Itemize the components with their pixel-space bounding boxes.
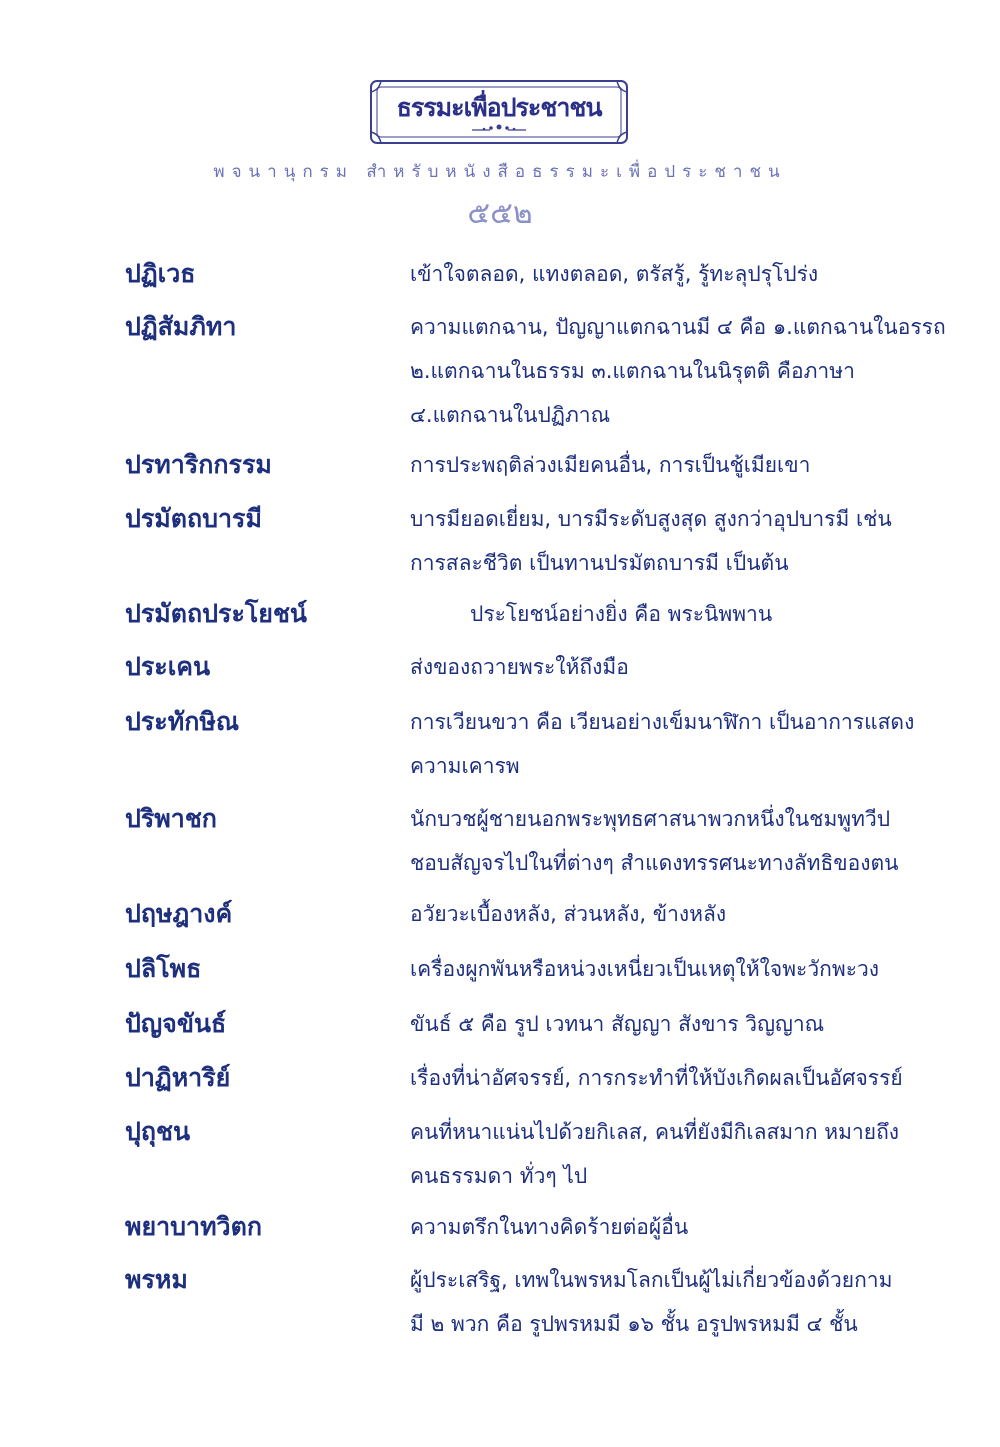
entry-definition: [410, 252, 865, 296]
entry-term: ปฤษฎางค์: [125, 899, 233, 928]
definition-line: ๔.แตกฉานในปฏิภาณ: [410, 403, 611, 427]
definition-line: ๒.แตกฉานในธรรม ๓.แตกฉานในนิรุตติ คือภาษา: [410, 359, 855, 383]
entry-definition: [410, 1258, 893, 1346]
definition-line: ขันธ์ ๕ คือ รูป เวทนา สัญญา สังขาร วิญญาณ: [410, 1012, 825, 1036]
entry-definition: [410, 700, 915, 788]
definition-line: เข้าใจตลอด, แทงตลอด, ตรัสรู้, รู้ทะลุปรุโปร่ง: [410, 262, 819, 286]
definition-line: ส่งของถวายพระให้ถึงมือ: [410, 655, 629, 679]
book-logo: [368, 78, 630, 150]
entry-term: ปลิโพธ: [125, 954, 202, 983]
entry-term: พยาบาทวิตก: [125, 1212, 262, 1241]
entry-term: ปาฏิหาริย์: [125, 1063, 231, 1092]
entry-term: ปรมัตถประโยชน์: [125, 599, 308, 628]
entry-term: ประทักษิณ: [125, 707, 240, 736]
entry-definition: [410, 947, 880, 991]
entry-definition: [410, 1205, 865, 1249]
entry-definition: [410, 443, 865, 487]
definition-line: มี ๒ พวก คือ รูปพรหมมี ๑๖ ชั้น อรูปพรหมมี ๔ ชั้น: [410, 1312, 858, 1336]
entry-term: พรหม: [125, 1265, 188, 1294]
entry-term: ปริพาชก: [125, 804, 217, 833]
definition-line: ประโยชน์อย่างยิ่ง คือ พระนิพพาน: [470, 602, 773, 626]
definition-line: คนที่หนาแน่นไปด้วยกิเลส, คนที่ยังมีกิเลสมาก หมายถึง: [410, 1120, 900, 1144]
page-header-subtitle: พจนานุกรม สำหรับหนังสือธรรมะเพื่อประชาชน: [213, 162, 787, 182]
entry-definition: [410, 645, 865, 689]
entry-term: ปุถุชน: [125, 1117, 191, 1146]
definition-line: บารมียอดเยี่ยม, บารมีระดับสูงสุด สูงกว่าอุปบารมี เช่น: [410, 507, 892, 531]
definition-line: เครื่องผูกพันหรือหน่วงเหนี่ยวเป็นเหตุให้ใจพะวักพะวง: [410, 957, 880, 981]
entry-term: ประเคน: [125, 652, 211, 681]
logo-text: ธรรมะเพื่อประชาชน: [396, 93, 602, 122]
definition-line: ความเคารพ: [410, 754, 520, 778]
definition-line: การประพฤติล่วงเมียคนอื่น, การเป็นชู้เมียเขา: [410, 453, 811, 477]
entry-definition: [410, 1056, 903, 1100]
definition-line: คนธรรมดา ทั่วๆ ไป: [410, 1164, 588, 1188]
definition-line: ความตรึกในทางคิดร้ายต่อผู้อื่น: [410, 1215, 689, 1239]
entry-term: ปรทาริกกรรม: [125, 450, 272, 479]
definition-line: ชอบสัญจรไปในที่ต่างๆ สำแดงทรรศนะทางลัทธิของตน: [410, 851, 899, 875]
entry-term: ปฏิสัมภิทา: [125, 312, 237, 341]
definition-line: การเวียนขวา คือ เวียนอย่างเข็มนาฬิกา เป็นอาการแสดง: [410, 710, 915, 734]
definition-line: นักบวชผู้ชายนอกพระพุทธศาสนาพวกหนึ่งในชมพูทวีป: [410, 807, 891, 831]
entry-definition: [410, 497, 892, 585]
entry-definition: [410, 892, 865, 936]
entry-term: ปฏิเวธ: [125, 259, 196, 288]
entry-definition: [410, 1002, 865, 1046]
page-number: ๕๕๒: [467, 196, 533, 231]
entry-definition: [470, 592, 865, 636]
definition-line: ผู้ประเสริฐ, เทพในพรหมโลกเป็นผู้ไม่เกี่ยวข้องด้วยกาม: [410, 1268, 893, 1292]
entry-term: ปัญจขันธ์: [125, 1009, 227, 1038]
entry-definition: [410, 305, 946, 437]
definition-line: เรื่องที่น่าอัศจรรย์, การกระทำที่ให้บังเกิดผลเป็นอัศจรรย์: [410, 1066, 903, 1090]
definition-line: การสละชีวิต เป็นทานปรมัตถบารมี เป็นต้น: [410, 551, 789, 575]
entry-term: ปรมัตถบารมี: [125, 504, 262, 533]
entry-definition: [410, 1110, 900, 1198]
definition-line: ความแตกฉาน, ปัญญาแตกฉานมี ๔ คือ ๑.แตกฉานในอรรถ: [410, 315, 946, 339]
entry-definition: [410, 797, 899, 885]
definition-line: อวัยวะเบื้องหลัง, ส่วนหลัง, ข้างหลัง: [410, 902, 727, 926]
